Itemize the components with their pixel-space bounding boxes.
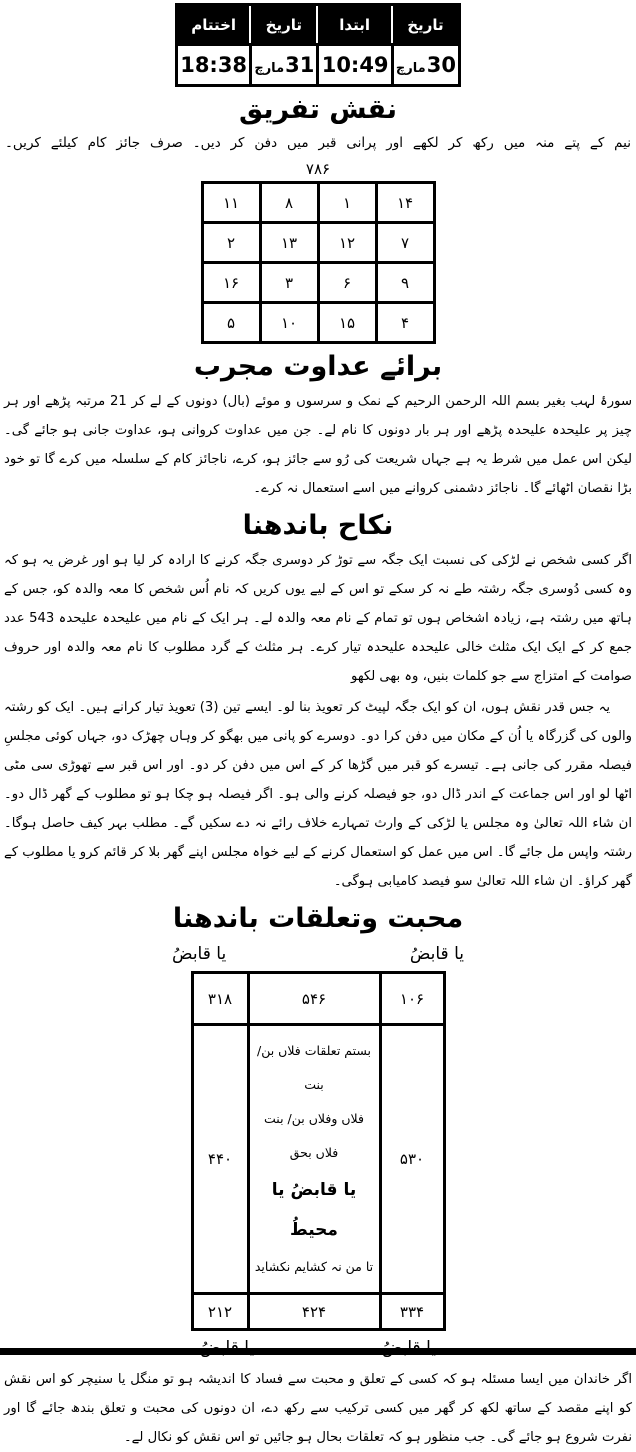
start-time-cell xyxy=(316,43,390,84)
naqsh-grid-row xyxy=(202,263,434,303)
naqsh-cell: ۱۰ xyxy=(260,303,318,343)
end-time: 18:38 xyxy=(180,53,248,77)
naqsh-cell: ۱۳ xyxy=(260,223,318,263)
naqsh-grid-row xyxy=(202,183,434,223)
taweez-cell: ۵۴۶ xyxy=(248,973,380,1025)
naqsh-cell: ۱۲ xyxy=(318,223,376,263)
nikah-paragraph-2: یہ جس قدر نقش ہوں، ان کو ایک جگہ لپیٹ کر تعویذ بنا لو۔ ایسے تین (3) تعویذ تیار کرانے ہیں۔ ایک کو رشتہ والوں کی گزرگاہ یا اُن کے مکان میں دفن کرا دو۔ دوسرے کو پانی میں بھگو کر وہاں چھڑک دو، جہاں کوئی مجلسِ فیصلہ مقرر کی جانی ہے۔ تیسرے کو قبر میں گڑھا کر کے اس میں دفن کر دو۔ اور اس قبر سے تھوڑی سی مٹی اٹھا لو اور اس جماعت کے اندر ڈال دو، جو فیصلہ کرنے والی ہو۔ اگر فیصلہ ہو چکا ہو تو مطلوب کے گھر ڈال دو۔ ان شاء اللہ تعالیٰ وہ مجلس یا لڑکی کے وارث تمہارے خلاف رائے نہ دے سکیں گے۔ مطلب بہر کیف حاصل ہوگا۔ رشتہ واپس مل جائے گا۔ اس میں عمل کو استعمال کرنے کے لیے خواہ مجلس اپنے گھر بلا کر قائم کرو یا مطلوب کے گھر کراؤ۔ ان شاء اللہ تعالیٰ سو فیصد کامیابی ہوگی۔ xyxy=(4,700,632,889)
taweez-cell: ۱۰۶ xyxy=(380,973,444,1025)
taweez-text-line: تا من نہ کشایم نکشاید xyxy=(254,1259,374,1274)
adawat-title: برائے عداوت مجرب xyxy=(193,351,443,382)
naqsh-cell: ۱۶ xyxy=(202,263,260,303)
end-day: 31 xyxy=(285,53,315,77)
naqsh-grid-row xyxy=(202,303,434,343)
muhabbat-title: محبت وتعلقات باندھنا xyxy=(172,903,464,934)
start-time: 10:49 xyxy=(321,53,389,77)
end-month: مارچ xyxy=(254,61,285,76)
ya-qabiz-label-top-left: یا قابضُ xyxy=(172,944,227,964)
muhabbat-body: اگر خاندان میں ایسا مسئلہ ہو کہ کسی کے تعلق و محبت سے فساد کا اندیشہ ہو تو منگل یا سنیچر کو اس نقش کو اپنے مقصد کے ساتھ لکھ کر گھر میں کسی ترکیب سے رکھ دے، ان دونوں کی محبت و تعلق بندھ جائے گا اور نفرت شروع ہو جائے گی۔ جب منظور ہو کہ تعلقات بحال ہو جائیں تو اس نقش کو نکال لے۔ xyxy=(4,1372,632,1445)
date-values-row xyxy=(178,43,458,84)
date-table xyxy=(175,3,461,87)
end-time-cell xyxy=(178,43,249,84)
end-date-cell xyxy=(249,43,316,84)
taweez-row-bottom xyxy=(192,1294,444,1330)
naqsh-cell: ۸ xyxy=(260,183,318,223)
naqsh-cell: ۱۴ xyxy=(376,183,434,223)
taweez-row-middle xyxy=(192,1025,444,1294)
taweez-cell: ۲۱۲ xyxy=(192,1294,248,1330)
taweez-cell: ۴۴۰ xyxy=(192,1025,248,1294)
taweez-cell: ۳۳۴ xyxy=(380,1294,444,1330)
ya-qabiz-label-top-right: یا قابضُ xyxy=(409,944,464,964)
start-date-cell xyxy=(391,43,458,84)
naqsh-cell: ۱۵ xyxy=(318,303,376,343)
naqsh-cell: ۶ xyxy=(318,263,376,303)
naqsh-cell: ۷ xyxy=(376,223,434,263)
date-header-start-time: ابتدا xyxy=(316,6,390,43)
taweez-center-cell xyxy=(248,1025,380,1294)
taweez-cell: ۵۳۰ xyxy=(380,1025,444,1294)
bismillah-numerals-786: ۷۸۶ xyxy=(305,160,331,178)
naqsh-cell: ۳ xyxy=(260,263,318,303)
taweez-top-labels xyxy=(172,939,464,969)
taweez-text-line: فلاں وفلاں بن/ بنت فلاں بحق xyxy=(264,1111,364,1160)
start-day: 30 xyxy=(426,53,456,77)
adawat-body: سورۂ لہب بغیر بسم اللہ الرحمن الرحیم کے نمک و سرسوں و موئے (بال) دونوں کے لے کر 21 مرتبہ پڑھے اور ہر چیز پر علیحدہ علیحدہ پڑھے اور ہر بار دونوں کا نام لے۔ جن میں عداوت کروانی ہو، عداوت جانی ہو جائے گی۔ لیکن اس عمل میں شرط یہ ہے جہاں شریعت کی رُو سے جائز ہو، کرے، ناجائز کام کے سلسلہ میں کرے گا تو خود بڑا نقصان اٹھائے گا۔ ناجائز دشمنی کروانے میں اسے استعمال نہ کرے۔ xyxy=(4,394,632,496)
naqsh-cell: ۲ xyxy=(202,223,260,263)
naqsh-cell: ۵ xyxy=(202,303,260,343)
date-header-end-date: تاریخ xyxy=(249,6,316,43)
naqsh-cell: ۴ xyxy=(376,303,434,343)
nikah-paragraph-1: اگر کسی شخص نے لڑکی کی نسبت ایک جگہ سے توڑ کر دوسری جگہ کرنے کا ارادہ کر لیا ہو اور غرض یہ ہو کہ وہ کسی دُوسری جگہ رشتہ طے نہ کر سکے تو اس کے لیے یوں کریں کہ نام اُس شخص کا معہ والدہ کو، جس کے ہاتھ میں رشتہ ہے، زیادہ اشخاص ہوں تو تمام کے نام معہ والدہ لے۔ ہر ایک کے نام میں علیحدہ علیحدہ 543 عدد جمع کر کے ایک ایک مثلث خالی علیحدہ علیحدہ تیار کرے۔ ہر مثلث کے گرد مطلوب کا نام معہ والدہ اور حروف صوامت کے امتزاج سے جو کلمات بنیں، وہ بھی لکھو xyxy=(4,553,633,684)
nikah-title: نکاح باندھنا xyxy=(242,510,394,541)
taweez-text-line: یا قابضُ یا محیطُ xyxy=(271,1180,357,1240)
taweez-text-line: بستم تعلقات فلاں بن/ بنت xyxy=(256,1043,371,1092)
naqsh-cell: ۱ xyxy=(318,183,376,223)
naqsh-grid-row xyxy=(202,223,434,263)
taweez-cell: ۳۱۸ xyxy=(192,973,248,1025)
naqsh-tafriq-instruction: نیم کے پتے منہ میں رکھ کر لکھے اور پرانی قبر میں دفن کر دیں۔ صرف جائز کام کیلئے کریں۔ xyxy=(5,135,631,151)
naqsh-tafriq-title: نقش تفریق xyxy=(239,94,397,125)
date-header-start-date: تاریخ xyxy=(391,6,458,43)
taweez-row-top xyxy=(192,973,444,1025)
document-page xyxy=(0,3,636,1445)
naqsh-cell: ۹ xyxy=(376,263,434,303)
start-month: مارچ xyxy=(395,61,426,76)
taweez-cell: ۴۲۴ xyxy=(248,1294,380,1330)
taweez-table xyxy=(191,971,446,1331)
naqsh-grid-table xyxy=(201,181,436,344)
bottom-black-bar xyxy=(0,1348,636,1355)
date-header-end-time: اختتام xyxy=(178,6,249,43)
naqsh-cell: ۱۱ xyxy=(202,183,260,223)
